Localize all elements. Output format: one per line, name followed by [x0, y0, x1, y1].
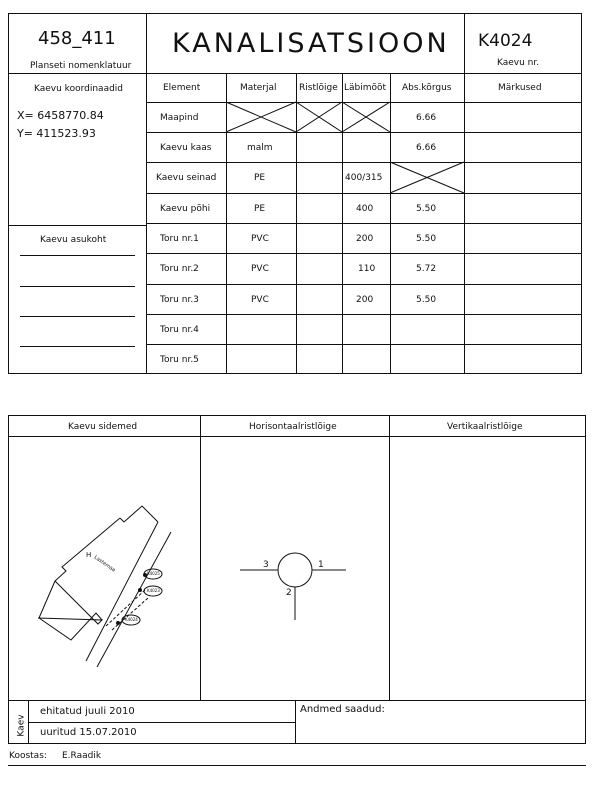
row-element: Toru nr.2 — [160, 264, 199, 274]
section-header-connections: Kaevu sidemed — [68, 422, 138, 432]
row-diameter: 200 — [356, 234, 374, 244]
surveyed-date: uuritud 15.07.2010 — [40, 727, 137, 738]
coordinate-y: Y= 411523.93 — [17, 127, 96, 140]
col-header-section: Ristlõige — [299, 83, 338, 93]
side-label: Kaev — [16, 714, 27, 737]
row-element: Kaevu põhi — [160, 204, 211, 214]
author-label: Koostas: — [9, 751, 47, 761]
page-title: KANALISATSIOON — [172, 28, 450, 59]
well-label: K4025 — [147, 571, 160, 576]
col-header-diameter: Läbimõõt — [344, 83, 387, 93]
well-caption: Kaevu nr. — [497, 58, 540, 68]
sheet-caption: Planseti nomenklatuur — [30, 61, 132, 71]
well-number: K4024 — [478, 31, 533, 51]
coordinate-x: X= 6458770.84 — [17, 109, 104, 122]
pipe-number-1: 1 — [318, 560, 324, 570]
row-elevation: 5.50 — [416, 204, 437, 214]
row-material: PE — [254, 173, 266, 183]
row-element: Kaevu seinad — [156, 173, 217, 183]
coordinates-label: Kaevu koordinaadid — [34, 84, 124, 94]
col-header-notes: Märkused — [498, 83, 542, 93]
row-diameter: 400/315 — [345, 173, 383, 183]
pipe-number-2: 2 — [286, 588, 292, 598]
row-material: PVC — [251, 295, 269, 305]
row-element: Toru nr.1 — [160, 234, 199, 244]
row-element: Toru nr.3 — [160, 295, 199, 305]
built-date: ehitatud juuli 2010 — [40, 706, 135, 717]
col-header-element: Element — [163, 83, 201, 93]
row-material: PVC — [251, 264, 269, 274]
row-elevation: 6.66 — [416, 143, 437, 153]
section-header-horizontal: Horisontaalristlõige — [249, 422, 337, 432]
row-elevation: 5.50 — [416, 234, 437, 244]
row-element: Kaevu kaas — [160, 143, 212, 153]
well-label: K4023 — [147, 588, 160, 593]
data-source-label: Andmed saadud: — [300, 704, 385, 715]
author-name: E.Raadik — [62, 751, 102, 761]
col-header-material: Materjal — [240, 83, 277, 93]
row-elevation: 5.72 — [416, 264, 437, 274]
row-diameter: 200 — [356, 295, 374, 305]
row-elevation: 6.66 — [416, 113, 437, 123]
row-element: Toru nr.4 — [160, 325, 199, 335]
row-diameter: 400 — [356, 204, 374, 214]
row-elevation: 5.50 — [416, 295, 437, 305]
street-label: Lastemaa — [92, 554, 117, 574]
building-letter: H — [86, 551, 92, 559]
location-label: Kaevu asukoht — [40, 235, 107, 245]
pipe-number-3: 3 — [263, 560, 269, 570]
row-material: PE — [254, 204, 266, 214]
row-material: malm — [247, 143, 273, 153]
sheet-number: 458_411 — [38, 28, 116, 49]
row-element: Maapind — [160, 113, 199, 123]
well-label: K4024 — [125, 617, 138, 622]
row-material: PVC — [251, 234, 269, 244]
section-header-vertical: Vertikaalristlõige — [447, 422, 523, 432]
row-diameter: 110 — [358, 264, 376, 274]
col-header-elevation: Abs.kõrgus — [402, 83, 452, 93]
row-element: Toru nr.5 — [160, 355, 199, 365]
